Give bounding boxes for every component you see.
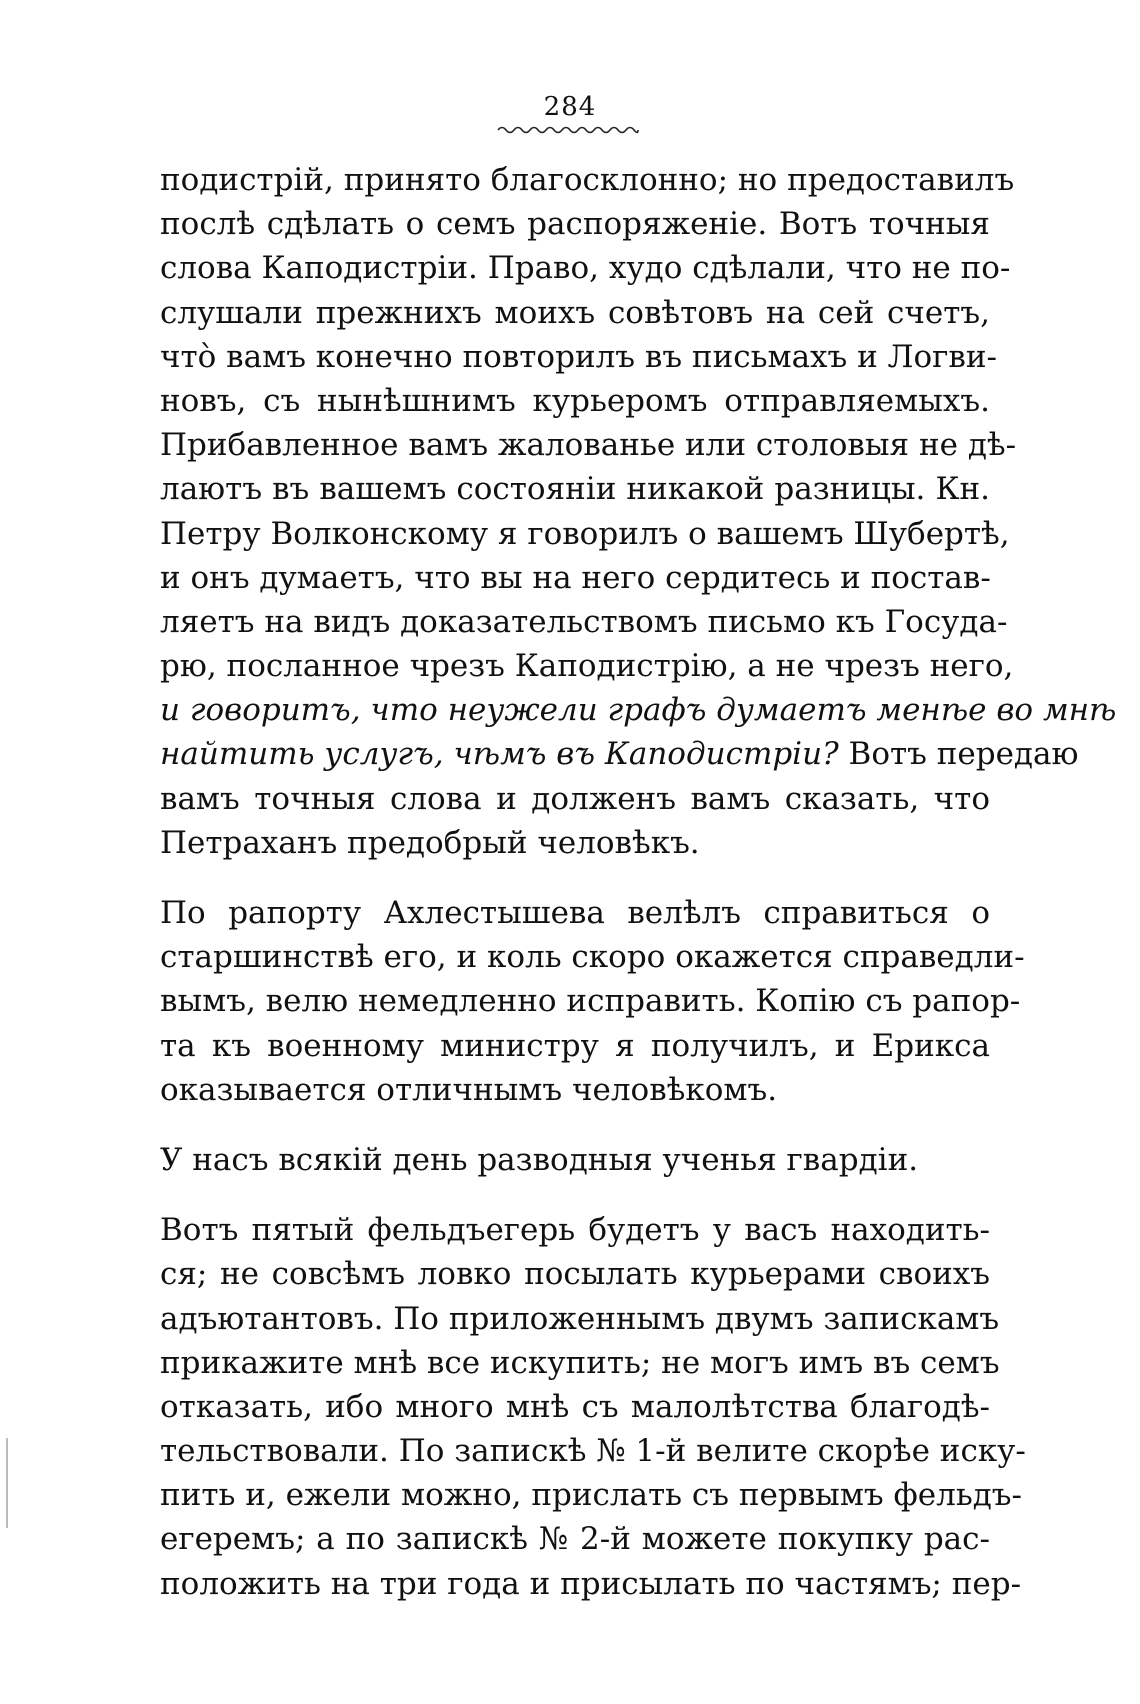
text-line: послѣ сдѣлать о семъ распоряженіе. Вотъ точныя (160, 206, 990, 243)
text-line: старшинствѣ его, и коль скоро окажется справедли- (160, 939, 1025, 976)
text-line: ся; не совсѣмъ ловко посылать курьерами своихъ (160, 1256, 990, 1293)
text-line: егеремъ; а по запискѣ № 2-й можете покупку рас- (160, 1521, 990, 1558)
paragraph (160, 891, 1025, 1112)
text-line: адъютантовъ. По приложеннымъ двумъ запискамъ (160, 1300, 1000, 1337)
text-line: отказать, ибо много мнѣ съ малолѣтства благодѣ- (160, 1388, 990, 1425)
text-line: новъ, съ нынѣшнимъ курьеромъ отправляемыхъ. (160, 382, 990, 419)
text-line: тельствовали. По запискѣ № 1-й велите скорѣе иску- (160, 1433, 1026, 1470)
paragraph-gap (160, 1112, 990, 1138)
text-line: Петру Волконскому я говорилъ о вашемъ Шубертѣ, (160, 515, 1010, 552)
text-line: Прибавленное вамъ жалованье или столовыя не дѣ- (160, 427, 1017, 464)
text-line: слушали прежнихъ моихъ совѣтовъ на сей счетъ, (160, 294, 990, 331)
text-line: ляетъ на видъ доказательствомъ письмо къ Госуда- (160, 603, 1008, 640)
italic-fragment: найтить услугъ, чѣмъ въ Каподистріи? (160, 736, 839, 773)
text-line: та къ военному министру я получилъ, и Ерикса (160, 1027, 990, 1064)
wavy-rule-ornament (498, 124, 638, 136)
text-line: Петраханъ предобрый человѣкъ. (160, 824, 700, 861)
scan-edge-mark (6, 1438, 8, 1528)
body-text (160, 158, 1117, 1606)
text-line: лаютъ въ вашемъ состояніи никакой разницы. Кн. (160, 471, 990, 508)
paragraph (160, 1208, 1026, 1606)
text-line: слова Каподистріи. Право, худо сдѣлали, что не по- (160, 250, 1011, 287)
paragraph (160, 158, 1117, 865)
text-line: вымъ, велю немедленно исправить. Копію съ рапор- (160, 983, 1021, 1020)
text-line: оказывается отличнымъ человѣкомъ. (160, 1071, 778, 1108)
paragraph-gap (160, 1182, 990, 1208)
text-line: По рапорту Ахлестышева велѣлъ справиться о (160, 895, 990, 931)
paragraph-gap (160, 865, 990, 891)
text-line: и онъ думаетъ, что вы на него сердитесь и постав- (160, 559, 991, 596)
page-number: 284 (543, 92, 597, 122)
mixed-text-line (160, 732, 1079, 776)
text-line: подистрій, принято благосклонно; но предоставилъ (160, 162, 1015, 198)
text-line: рю, посланное чрезъ Каподистрію, а не чрезъ него, (160, 648, 1014, 685)
text-line: Вотъ пятый фельдъегерь будетъ у васъ находить- (160, 1212, 990, 1249)
italic-text-line: и говоритъ, что неужели графъ думаетъ менѣе во мнѣ (160, 692, 1117, 729)
paragraph (160, 1138, 990, 1182)
text-line: чтò вамъ конечно повторилъ въ письмахъ и Логви- (160, 338, 997, 375)
text-line: У насъ всякій день разводныя ученья гвардіи. (160, 1141, 919, 1178)
text-line: вамъ точныя слова и долженъ вамъ сказать, что (160, 780, 990, 817)
text-line: прикажите мнѣ все искупить; не могъ имъ въ семъ (160, 1344, 1000, 1381)
text-line: пить и, ежели можно, прислать съ первымъ фельдъ- (160, 1477, 1022, 1514)
roman-fragment: Вотъ передаю (838, 736, 1079, 773)
text-line: положить на три года и присылать по частямъ; пер- (160, 1565, 1022, 1602)
